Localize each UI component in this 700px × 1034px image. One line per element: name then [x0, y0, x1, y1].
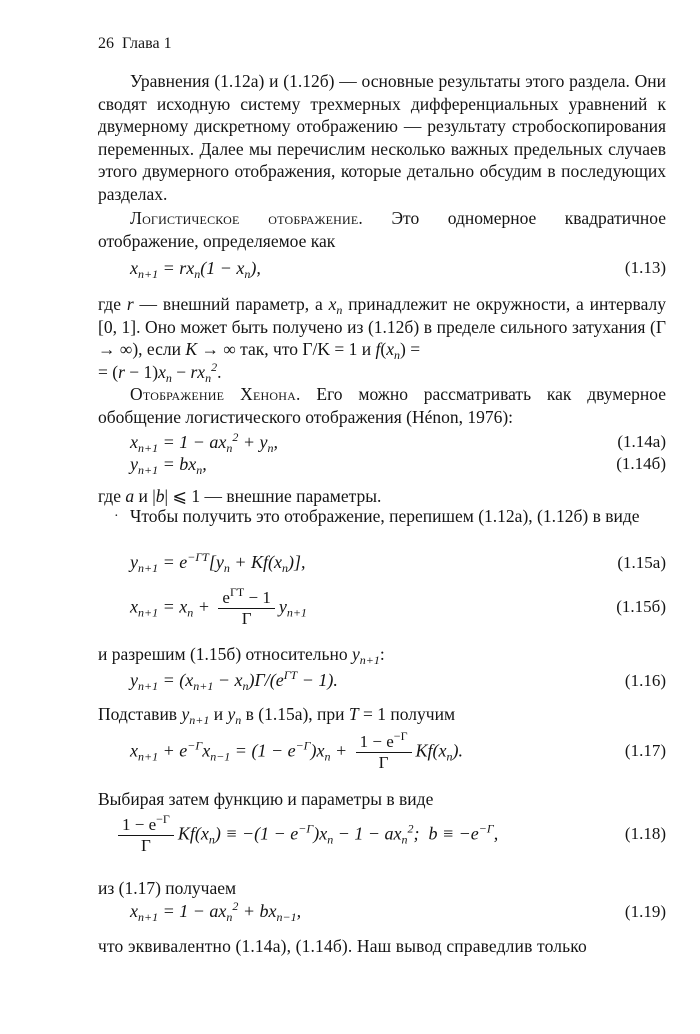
paragraph-solve: и разрешим (1.15б) относительно $y_{n+1}$:: [98, 644, 385, 667]
stray-mark: ·: [114, 509, 119, 524]
paragraph-henon-map: Отображение Хенона. Его можно рассматривать как двумерное обобщение логистического отображения (Hénon, 1976):: [98, 384, 666, 427]
section-lead: Логистическое отображение.: [130, 208, 363, 228]
paragraph-summary: Уравнения (1.12а) и (1.12б) — основные результаты этого раздела. Они сводят исходную систему трехмерных дифференциальных уравнений к двумерному дискретному отображению — результату стробоскопирования переменных. Далее мы перечислим несколько важных предельных случаев этого двумерного отображения, которые детально обсудим в последующих разделах.: [98, 71, 666, 204]
paragraph-obtain: из (1.17) получаем: [98, 878, 237, 898]
equation-1-13: $x_{n+1} = rx_n(1 - x_n)$,: [130, 258, 261, 281]
paragraph-choose: Выбирая затем функцию и параметры в виде: [98, 789, 434, 809]
chapter-title: Глава 1: [122, 35, 172, 52]
page-header: [98, 35, 172, 53]
equation-1-14b: $y_{n+1} = bx_n$,: [130, 454, 207, 477]
paragraph-rewrite: Чтобы получить это отображение, перепишем (1.12а), (1.12б) в виде: [130, 506, 640, 526]
equation-number: (1.15б): [616, 597, 666, 616]
equation-number: (1.17): [624, 741, 666, 760]
equation-number: (1.13): [624, 258, 666, 277]
section-lead: Отображение Хенона.: [130, 384, 301, 404]
equation-1-15a: $y_{n+1} = e^{-\Gamma T}[y_n + Kf(x_n)]$,: [130, 550, 306, 575]
equation-number: (1.18): [624, 824, 666, 843]
paragraph-henon-params: где a и |b| ⩽ 1 — внешние параметры.: [98, 486, 382, 506]
paragraph-logistic-map: Логистическое отображение. Это одномерное квадратичное отображение, определяемое как: [98, 208, 666, 251]
equation-number: (1.16): [624, 671, 666, 690]
equation-1-15b: $x_{n+1} = x_n$ + $\frac{e^{\Gamma T} - 1}{\Gamma}$ $y_{n+1}$: [130, 585, 307, 628]
page-number: 26: [98, 35, 114, 52]
equation-number: (1.19): [624, 902, 666, 921]
equation-number: (1.14a): [617, 432, 666, 451]
equation-number: (1.14б): [616, 454, 666, 473]
paragraph-equivalent: что эквивалентно (1.14а), (1.14б). Наш вывод справедлив только: [98, 936, 587, 956]
paragraph-substitute: Подставив $y_{n+1}$ и $y_n$ в (1.15а), при T = 1 получим: [98, 704, 456, 727]
equation-1-18: $\frac{1 - e^{-\Gamma}}{\Gamma}$ $Kf(x_n) \equiv -(1 - e^{-\Gamma})x_n - 1 - ax_n^2$; $b \equiv -e^{-\Gamma}$,: [118, 815, 498, 856]
equation-1-16: $y_{n+1} = (x_{n+1} - x_n)\Gamma/(e^{\Gamma T} - 1)$.: [130, 668, 338, 693]
paragraph-logistic-derivation: где r — внешний параметр, а $x_n$ принадлежит не окружности, а интервалу [0, 1]. Оно может быть получено из (1.12б) в пределе сильного затухания (Г → ∞), если K → ∞ так, что Г/K = 1 и $f(x_n)$ = = $(r - 1)x_n - rx_n^2$.: [98, 294, 666, 385]
equation-number: (1.15a): [617, 553, 666, 572]
equation-1-17: $x_{n+1} + e^{-\Gamma}x_{n-1} = (1 - e^{-\Gamma})x_n$ + $\frac{1 - e^{-\Gamma}}{\Gamma}$ $Kf(x_n)$.: [130, 729, 464, 772]
equation-1-19: $x_{n+1} = 1 - ax_n^2 + bx_{n-1}$,: [130, 899, 302, 924]
equation-1-14a: $x_{n+1} = 1 - ax_n^2 + y_n$,: [130, 430, 279, 455]
